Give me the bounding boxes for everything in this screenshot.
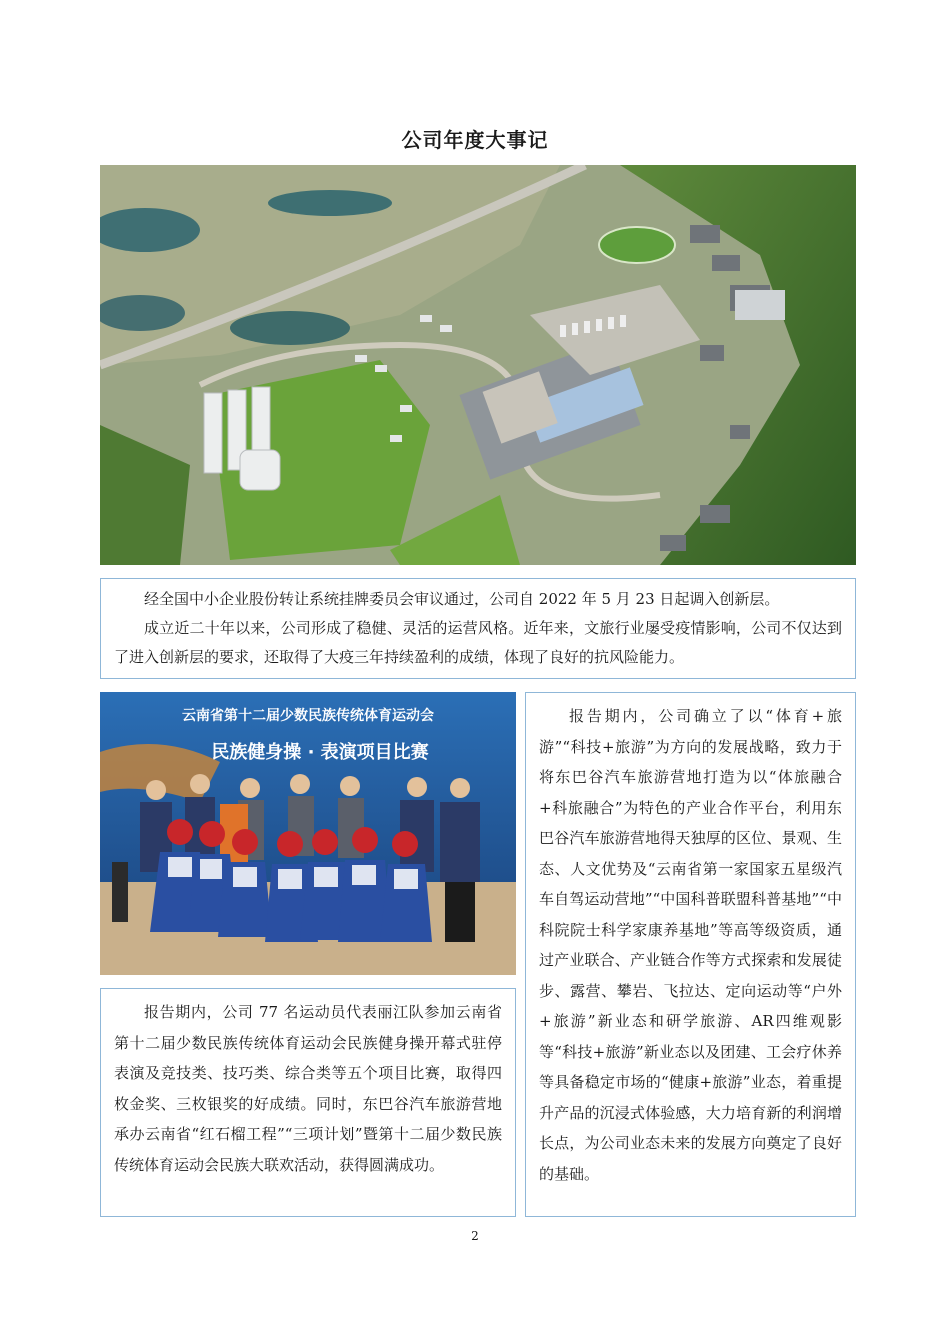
sports-text-box bbox=[100, 988, 516, 1217]
strategy-paragraph: 报告期内，公司确立了以“体育+旅游”“科技+旅游”为方向的发展战略，致力于将东巴谷汽车旅游营地打造为以“体旅融合+科旅融合”为特色的产业合作平台，利用东巴谷汽车旅游营地得天独厚的区位、景观、生态、人文优势及“云南省第一家国家五星级汽车自驾运动营地”“中国科普联盟科普基地”“中科院院士科学家康养基地”等高等级资质，通过产业联合、产业链合作等方式探索和发展徒步、露营、攀岩、飞拉达、定向运动等“户外+旅游”新业态和研学旅游、AR四维观影等“科技+旅游”新业态以及团建、工会疗休养等具备稳定市场的“健康+旅游”业态，着重提升产品的沉浸式体验感，大力培育新的利润增长点，为公司业态未来的发展方向奠定了良好的基础。 bbox=[539, 707, 842, 1183]
banner-title: 云南省第十二届少数民族传统体育运动会 bbox=[182, 708, 434, 724]
page-title: 公司年度大事记 bbox=[401, 128, 549, 152]
sports-paragraph: 报告期内，公司 77 名运动员代表丽江队参加云南省第十二届少数民族传统体育运动会民族健身操开幕式驻停表演及竞技类、技巧类、综合类等五个项目比赛，取得四枚金奖、三枚银奖的好成绩。同时，东巴谷汽车旅游营地承办云南省“红石榴工程”“三项计划”暨第十二届少数民族传统体育运动会民族大联欢活动，获得圆满成功。 bbox=[114, 1003, 502, 1174]
intro-text-box bbox=[100, 578, 856, 679]
page-number: 2 bbox=[471, 1229, 479, 1243]
intro-paragraph-1: 经全国中小企业股份转让系统挂牌委员会审议通过，公司自 2022 年 5 月 23 日起调入创新层。 bbox=[144, 590, 780, 608]
sports-team-photo bbox=[100, 692, 516, 975]
intro-paragraph-2: 成立近二十年以来，公司形成了稳健、灵活的运营风格。近年来，文旅行业屡受疫情影响，公司不仅达到了进入创新层的要求，还取得了大疫三年持续盈利的成绩，体现了良好的抗风险能力。 bbox=[114, 619, 842, 666]
banner-subtitle: 民族健身操 · 表演项目比赛 bbox=[211, 742, 429, 763]
aerial-camp-photo bbox=[100, 165, 856, 565]
strategy-text-box bbox=[525, 692, 856, 1217]
